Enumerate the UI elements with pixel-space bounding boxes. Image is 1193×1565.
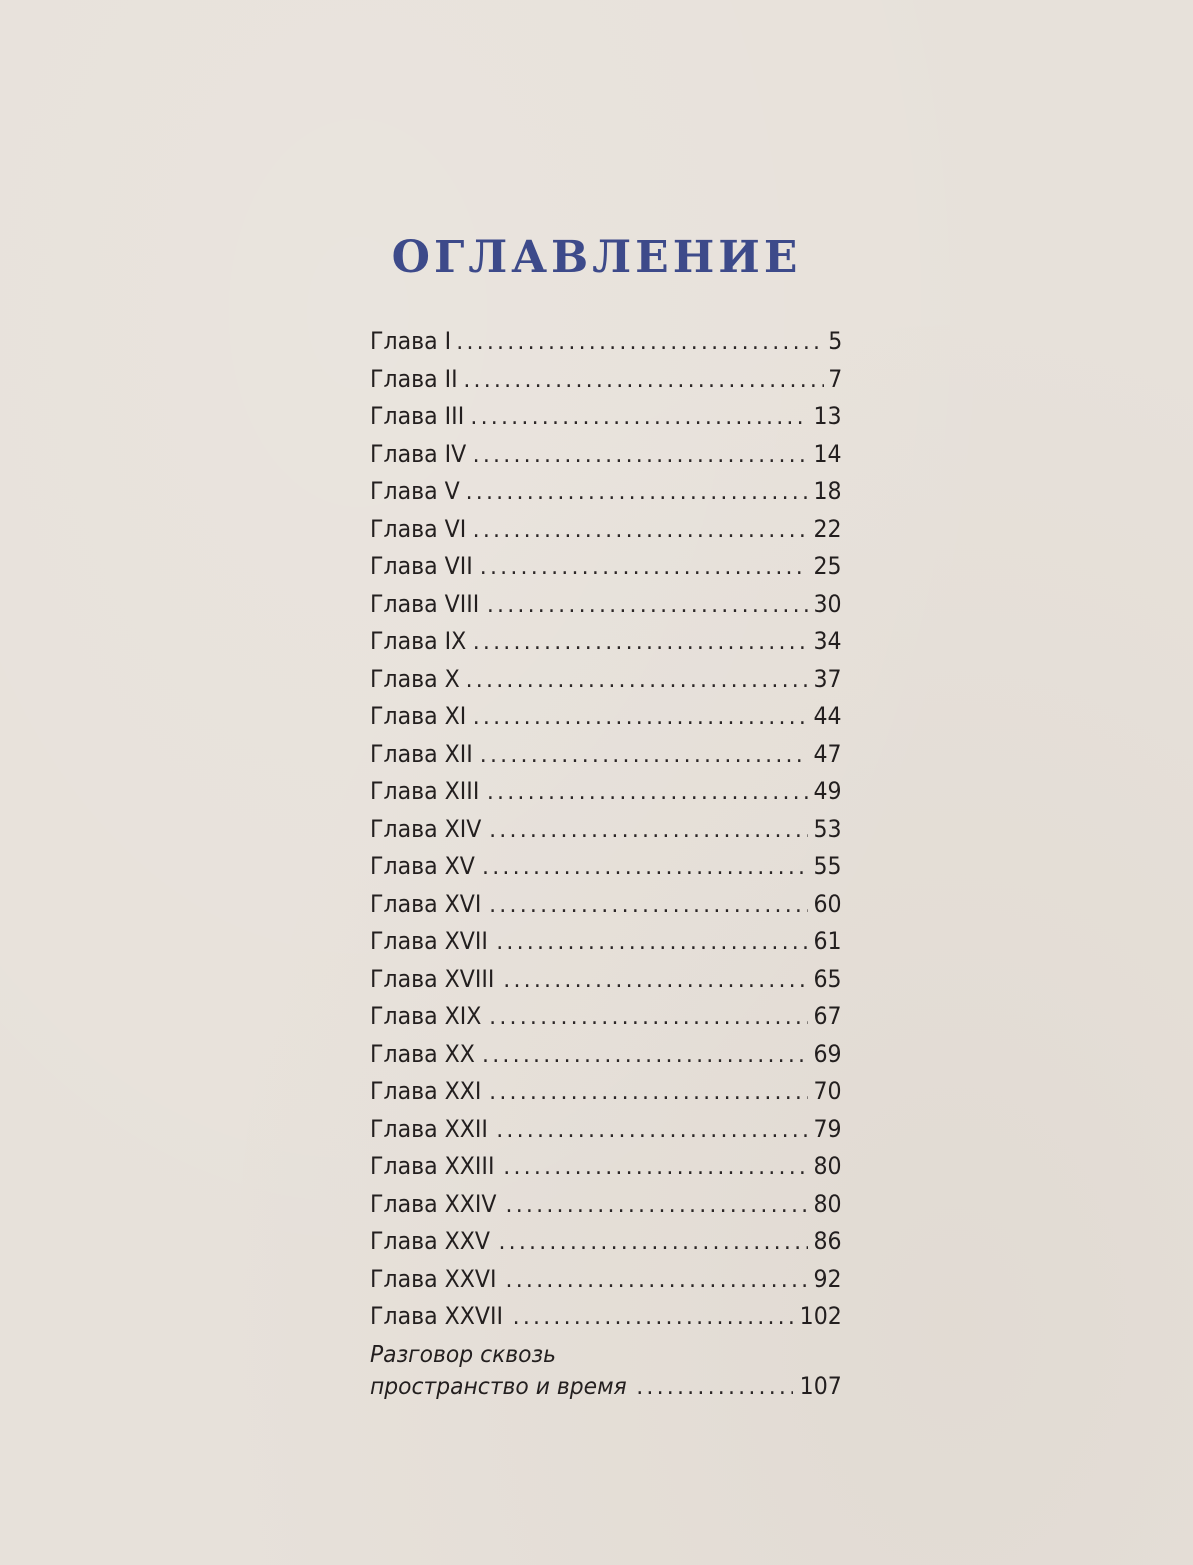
toc-leader-dots [487,774,809,811]
toc-entry-page-number: 102 [799,1302,842,1330]
toc-entry [370,1148,842,1186]
toc-leader-dots [480,549,809,586]
toc-entry [370,323,842,361]
toc-entry-label: Глава VII [370,552,473,580]
toc-entry-page-number: 61 [813,927,842,955]
toc-entry-label: Глава XI [370,702,467,730]
toc-leader-dots [463,362,823,399]
toc-entry-page-number: 5 [827,327,842,355]
toc-leader-dots [473,437,809,474]
toc-entry [370,1111,842,1149]
toc-entry-page-number: 92 [813,1264,842,1293]
table-of-contents [370,323,842,1336]
toc-entry-label: Глава IX [370,627,467,655]
toc-entry-label: Глава I [370,327,452,355]
toc-entry-page-number: 86 [813,1227,842,1255]
toc-leader-dots [470,399,808,436]
toc-entry [370,586,842,624]
toc-entry [370,961,842,999]
toc-leader-dots [506,1187,809,1224]
toc-entry-label: Глава XVII [370,927,488,955]
toc-entry-page-number: 60 [813,889,842,918]
toc-entry [370,511,842,549]
toc-entry-label: Глава XXIV [370,1189,497,1218]
toc-entry-page-number: 65 [813,964,842,993]
toc-entry-page-number: 47 [813,739,842,768]
toc-entry [370,1036,842,1074]
toc-entry [370,923,842,961]
toc-leader-dots [498,1224,808,1261]
toc-leader-dots [506,1262,809,1299]
toc-entry-label: Глава III [370,402,465,430]
toc-entry-label: Глава XIV [370,814,482,843]
toc-entry-page-number: 14 [813,439,842,468]
toc-entry-page-number: 44 [813,702,842,730]
toc-entry-label: Глава VIII [370,589,480,618]
toc-entry [370,1073,842,1111]
toc-entry-label: Глава XV [370,852,475,880]
toc-leader-dots [489,999,808,1036]
toc-entry-label: Глава VI [370,514,467,543]
toc-leader-dots [636,1372,793,1402]
toc-entry [370,1261,842,1299]
toc-leader-dots [489,887,808,924]
toc-leader-dots [489,1074,808,1111]
toc-entry-label: Глава XXII [370,1114,488,1143]
toc-entry-page-number: 79 [813,1114,842,1143]
toc-entry-page-number: 53 [813,814,842,843]
toc-entry [370,1298,842,1336]
toc-final-page-number: 107 [799,1372,842,1400]
toc-entry-label: Глава XXV [370,1227,491,1255]
toc-leader-dots [503,1149,808,1186]
toc-entry [370,698,842,736]
toc-leader-dots [473,512,809,549]
toc-leader-dots [503,962,808,999]
toc-leader-dots [496,924,808,961]
toc-entry-page-number: 80 [813,1189,842,1218]
toc-entry-page-number: 18 [813,477,842,505]
toc-entry-page-number: 49 [813,777,842,805]
toc-entry-page-number: 69 [813,1039,842,1068]
toc-leader-dots [473,624,809,661]
toc-entry-label: Глава XXIII [370,1152,495,1180]
toc-entry-page-number: 55 [813,852,842,880]
toc-entry-label: Глава XIII [370,777,480,805]
toc-entry-label: Глава XXI [370,1077,482,1105]
toc-entry-page-number: 30 [813,589,842,618]
toc-entry-page-number: 22 [813,514,842,543]
toc-entry-page-number: 70 [813,1077,842,1105]
toc-leader-dots [480,737,809,774]
toc-entry-label: Глава V [370,477,460,505]
toc-leader-dots [482,849,808,886]
toc-entry [370,1223,842,1261]
toc-entry [370,998,842,1036]
toc-final-label-line2: пространство и время [370,1374,627,1400]
toc-entry-label: Глава XII [370,739,473,768]
toc-final-label-line1: Разговор сквозь [370,1342,557,1368]
toc-entry [370,773,842,811]
toc-entry-label: Глава XXVII [370,1302,504,1330]
toc-entry [370,473,842,511]
toc-leader-dots [496,1112,808,1149]
page-title: ОГЛАВЛЕНИЕ [391,232,802,283]
toc-leader-dots [466,662,809,699]
toc-entry-page-number: 37 [813,664,842,693]
toc-leader-dots [456,324,823,361]
toc-leader-dots [482,1037,808,1074]
toc-entry-label: Глава II [370,364,458,393]
toc-leader-dots [473,699,809,736]
toc-entry-label: Глава XVI [370,889,482,918]
toc-final-row [370,1370,842,1402]
toc-entry [370,1186,842,1224]
toc-entry-page-number: 67 [813,1002,842,1030]
toc-entry-page-number: 25 [813,552,842,580]
toc-entry [370,548,842,586]
toc-entry-page-number: 7 [827,364,842,393]
toc-entry [370,736,842,774]
toc-entry [370,398,842,436]
toc-entry-label: Глава XIX [370,1002,482,1030]
toc-entry [370,848,842,886]
toc-entry-page-number: 34 [813,627,842,655]
toc-entry-label: Глава XX [370,1039,475,1068]
toc-entry-label: Глава IV [370,439,467,468]
toc-entry [370,886,842,924]
toc-entry [370,361,842,399]
toc-entry-label: Глава X [370,664,460,693]
toc-leader-dots [513,1299,794,1336]
toc-leader-dots [489,812,808,849]
toc-entry [370,811,842,849]
toc-leader-dots [466,474,809,511]
toc-entry-page-number: 80 [813,1152,842,1180]
toc-entry [370,661,842,699]
toc-leader-dots [487,587,809,624]
toc-entry [370,436,842,474]
toc-entry [370,623,842,661]
toc-final-entry [370,1340,842,1402]
toc-entry-page-number: 13 [813,402,842,430]
toc-entry-label: Глава XXVI [370,1264,497,1293]
toc-entry-label: Глава XVIII [370,964,495,993]
